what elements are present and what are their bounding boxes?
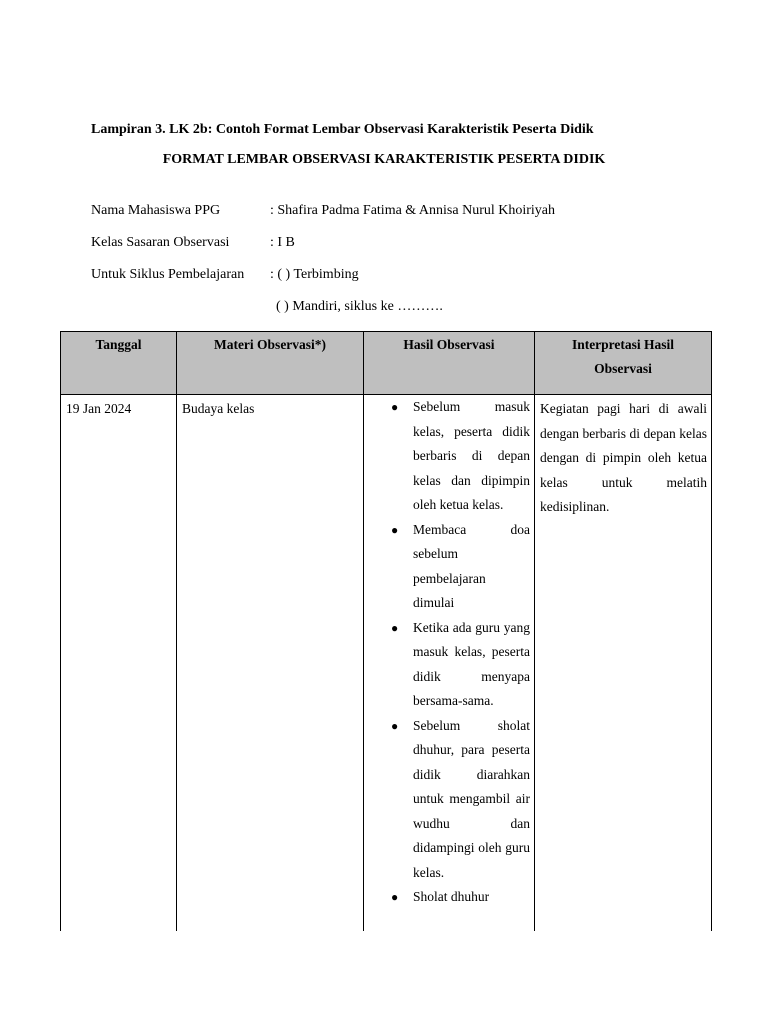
cell-interpretasi (535, 395, 712, 932)
header-materi: Materi Observasi*) (177, 332, 364, 395)
siklus-value-mandiri: ( ) Mandiri, siklus ke ………. (276, 299, 443, 314)
list-item (364, 518, 530, 616)
bullet-icon: ● (391, 890, 399, 904)
bullet-icon: ● (391, 718, 399, 733)
siklus-label: Untuk Siklus Pembelajaran (91, 267, 245, 282)
hasil-list (364, 395, 534, 910)
hasil-text: Membaca doa sebelum pembelajaran dimulai (413, 521, 530, 610)
bullet-icon: ● (391, 522, 399, 537)
header-interpretasi-text: Interpretasi Hasil Observasi (571, 337, 675, 376)
bullet-icon: ● (391, 620, 399, 635)
document-title: FORMAT LEMBAR OBSERVASI KARAKTERISTIK PESERTA DIDIK (162, 152, 606, 167)
header-interpretasi (535, 332, 712, 395)
bullet-icon: ● (391, 400, 399, 414)
cell-tanggal (61, 395, 177, 932)
hasil-text: Ketika ada guru yang masuk kelas, peserta didik menyapa bersama-sama. (413, 619, 530, 708)
lampiran-heading: Lampiran 3. LK 2b: Contoh Format Lembar Observasi Karakteristik Peserta Didik (91, 122, 594, 137)
hasil-text: Sebelum sholat dhuhur, para peserta didik diarahkan untuk mengambil air wudhu dan didampingi oleh guru kelas. (413, 717, 530, 880)
interpretasi-text: Kegiatan pagi hari di awali dengan berbaris di depan kelas dengan di pimpin oleh ketua kelas untuk melatih kedisiplinan. (540, 401, 707, 514)
header-hasil: Hasil Observasi (364, 332, 535, 395)
list-item (364, 885, 530, 910)
materi-text: Budaya kelas (182, 401, 255, 416)
kelas-label: Kelas Sasaran Observasi (91, 235, 230, 250)
cell-hasil (364, 395, 535, 932)
table-row (61, 395, 712, 932)
nama-label: Nama Mahasiswa PPG (91, 203, 221, 218)
table-header-row (61, 332, 712, 395)
siklus-value-terbimbing: : ( ) Terbimbing (270, 267, 359, 282)
kelas-value: : I B (270, 235, 295, 250)
header-tanggal: Tanggal (61, 332, 177, 395)
list-item (364, 714, 530, 886)
hasil-text: Sholat dhuhur (413, 889, 490, 904)
observation-table (60, 331, 712, 931)
tanggal-text: 19 Jan 2024 (66, 401, 132, 416)
hasil-text: Sebelum masuk kelas, peserta didik berbaris di depan kelas dan dipimpin oleh ketua kelas. (413, 399, 530, 512)
cell-materi (177, 395, 364, 932)
list-item (364, 395, 530, 518)
nama-value: : Shafira Padma Fatima & Annisa Nurul Khoiriyah (270, 203, 556, 218)
list-item (364, 616, 530, 714)
